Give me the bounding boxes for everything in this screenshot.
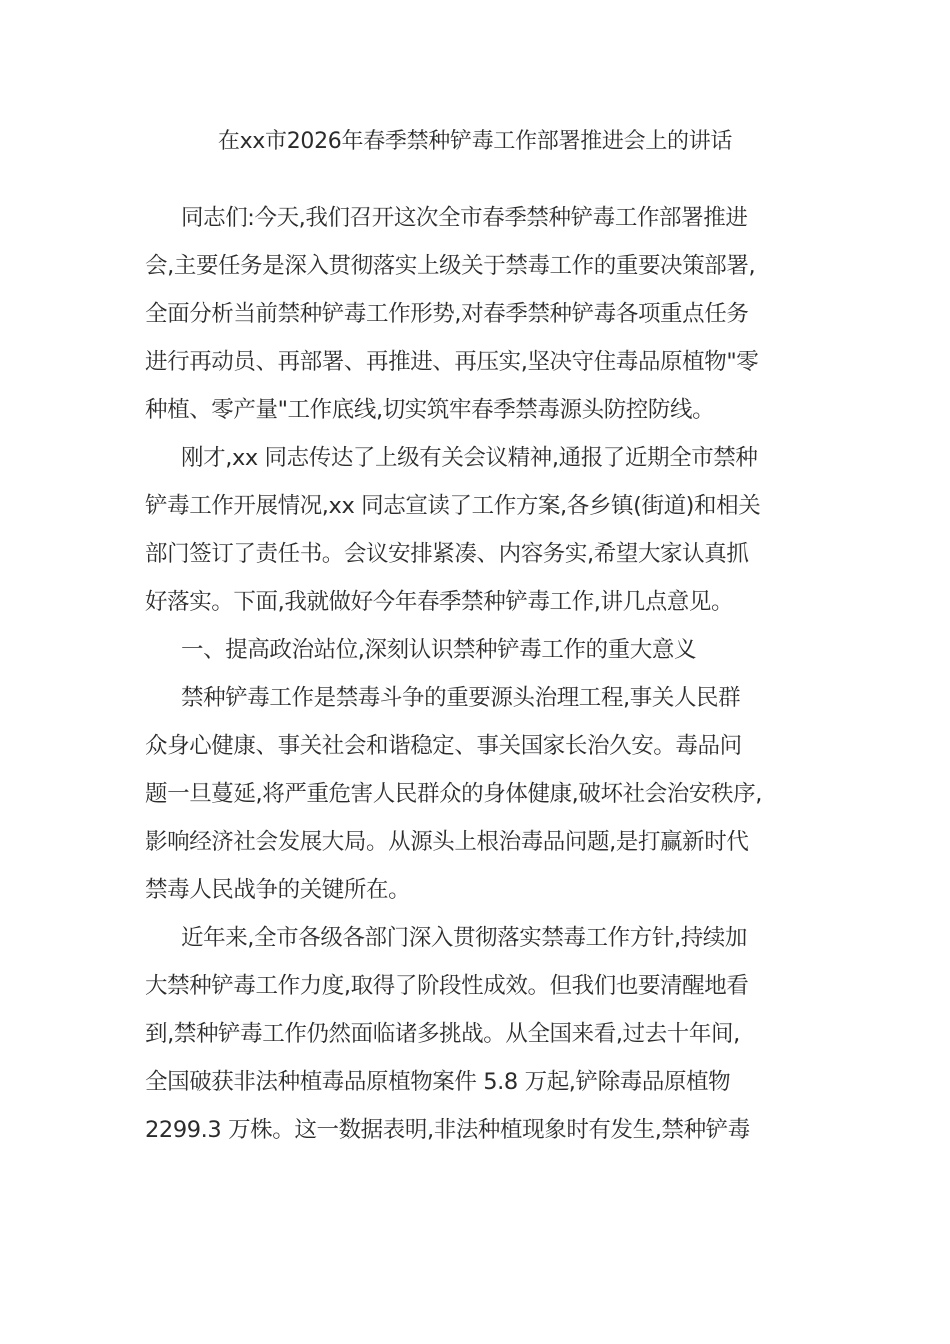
body-line: 种植、零产量"工作底线,切实筑牢春季禁毒源头防控防线。 [145, 397, 715, 423]
body-line: 会,主要任务是深入贯彻落实上级关于禁毒工作的重要决策部署, [145, 253, 756, 279]
body-line: 全国破获非法种植毒品原植物案件 5.8 万起,铲除毒品原植物 [145, 1069, 731, 1095]
body-line: 部门签订了责任书。会议安排紧凑、内容务实,希望大家认真抓 [145, 541, 749, 567]
body-line: 近年来,全市各级各部门深入贯彻落实禁毒工作方针,持续加 [181, 925, 748, 951]
body-line: 影响经济社会发展大局。从源头上根治毒品问题,是打赢新时代 [145, 829, 749, 855]
body-line: 2299.3 万株。这一数据表明,非法种植现象时有发生,禁种铲毒 [145, 1117, 750, 1143]
body-line: 全面分析当前禁种铲毒工作形势,对春季禁种铲毒各项重点任务 [145, 301, 749, 327]
document-title: 在xx市2026年春季禁种铲毒工作部署推进会上的讲话 [217, 129, 733, 154]
body-line: 到,禁种铲毒工作仍然面临诸多挑战。从全国来看,过去十年间, [145, 1021, 740, 1047]
body-line: 题一旦蔓延,将严重危害人民群众的身体健康,破坏社会治安秩序, [145, 781, 762, 807]
body-line: 禁毒人民战争的关键所在。 [145, 877, 411, 903]
section-heading: 一、提高政治站位,深刻认识禁种铲毒工作的重大意义 [181, 637, 697, 663]
body-line: 好落实。下面,我就做好今年春季禁种铲毒工作,讲几点意见。 [145, 589, 734, 615]
body-line: 众身心健康、事关社会和谐稳定、事关国家长治久安。毒品问 [145, 733, 742, 759]
body-line: 进行再动员、再部署、再推进、再压实,坚决守住毒品原植物"零 [145, 349, 759, 375]
body-line: 刚才,xx 同志传达了上级有关会议精神,通报了近期全市禁种 [181, 445, 758, 471]
body-line: 大禁种铲毒工作力度,取得了阶段性成效。但我们也要清醒地看 [145, 973, 749, 999]
body-line: 禁种铲毒工作是禁毒斗争的重要源头治理工程,事关人民群 [181, 685, 741, 711]
body-line: 同志们:今天,我们召开这次全市春季禁种铲毒工作部署推进 [181, 205, 748, 231]
body-line: 铲毒工作开展情况,xx 同志宣读了工作方案,各乡镇(街道)和相关 [145, 493, 761, 519]
document-body [145, 194, 810, 1154]
